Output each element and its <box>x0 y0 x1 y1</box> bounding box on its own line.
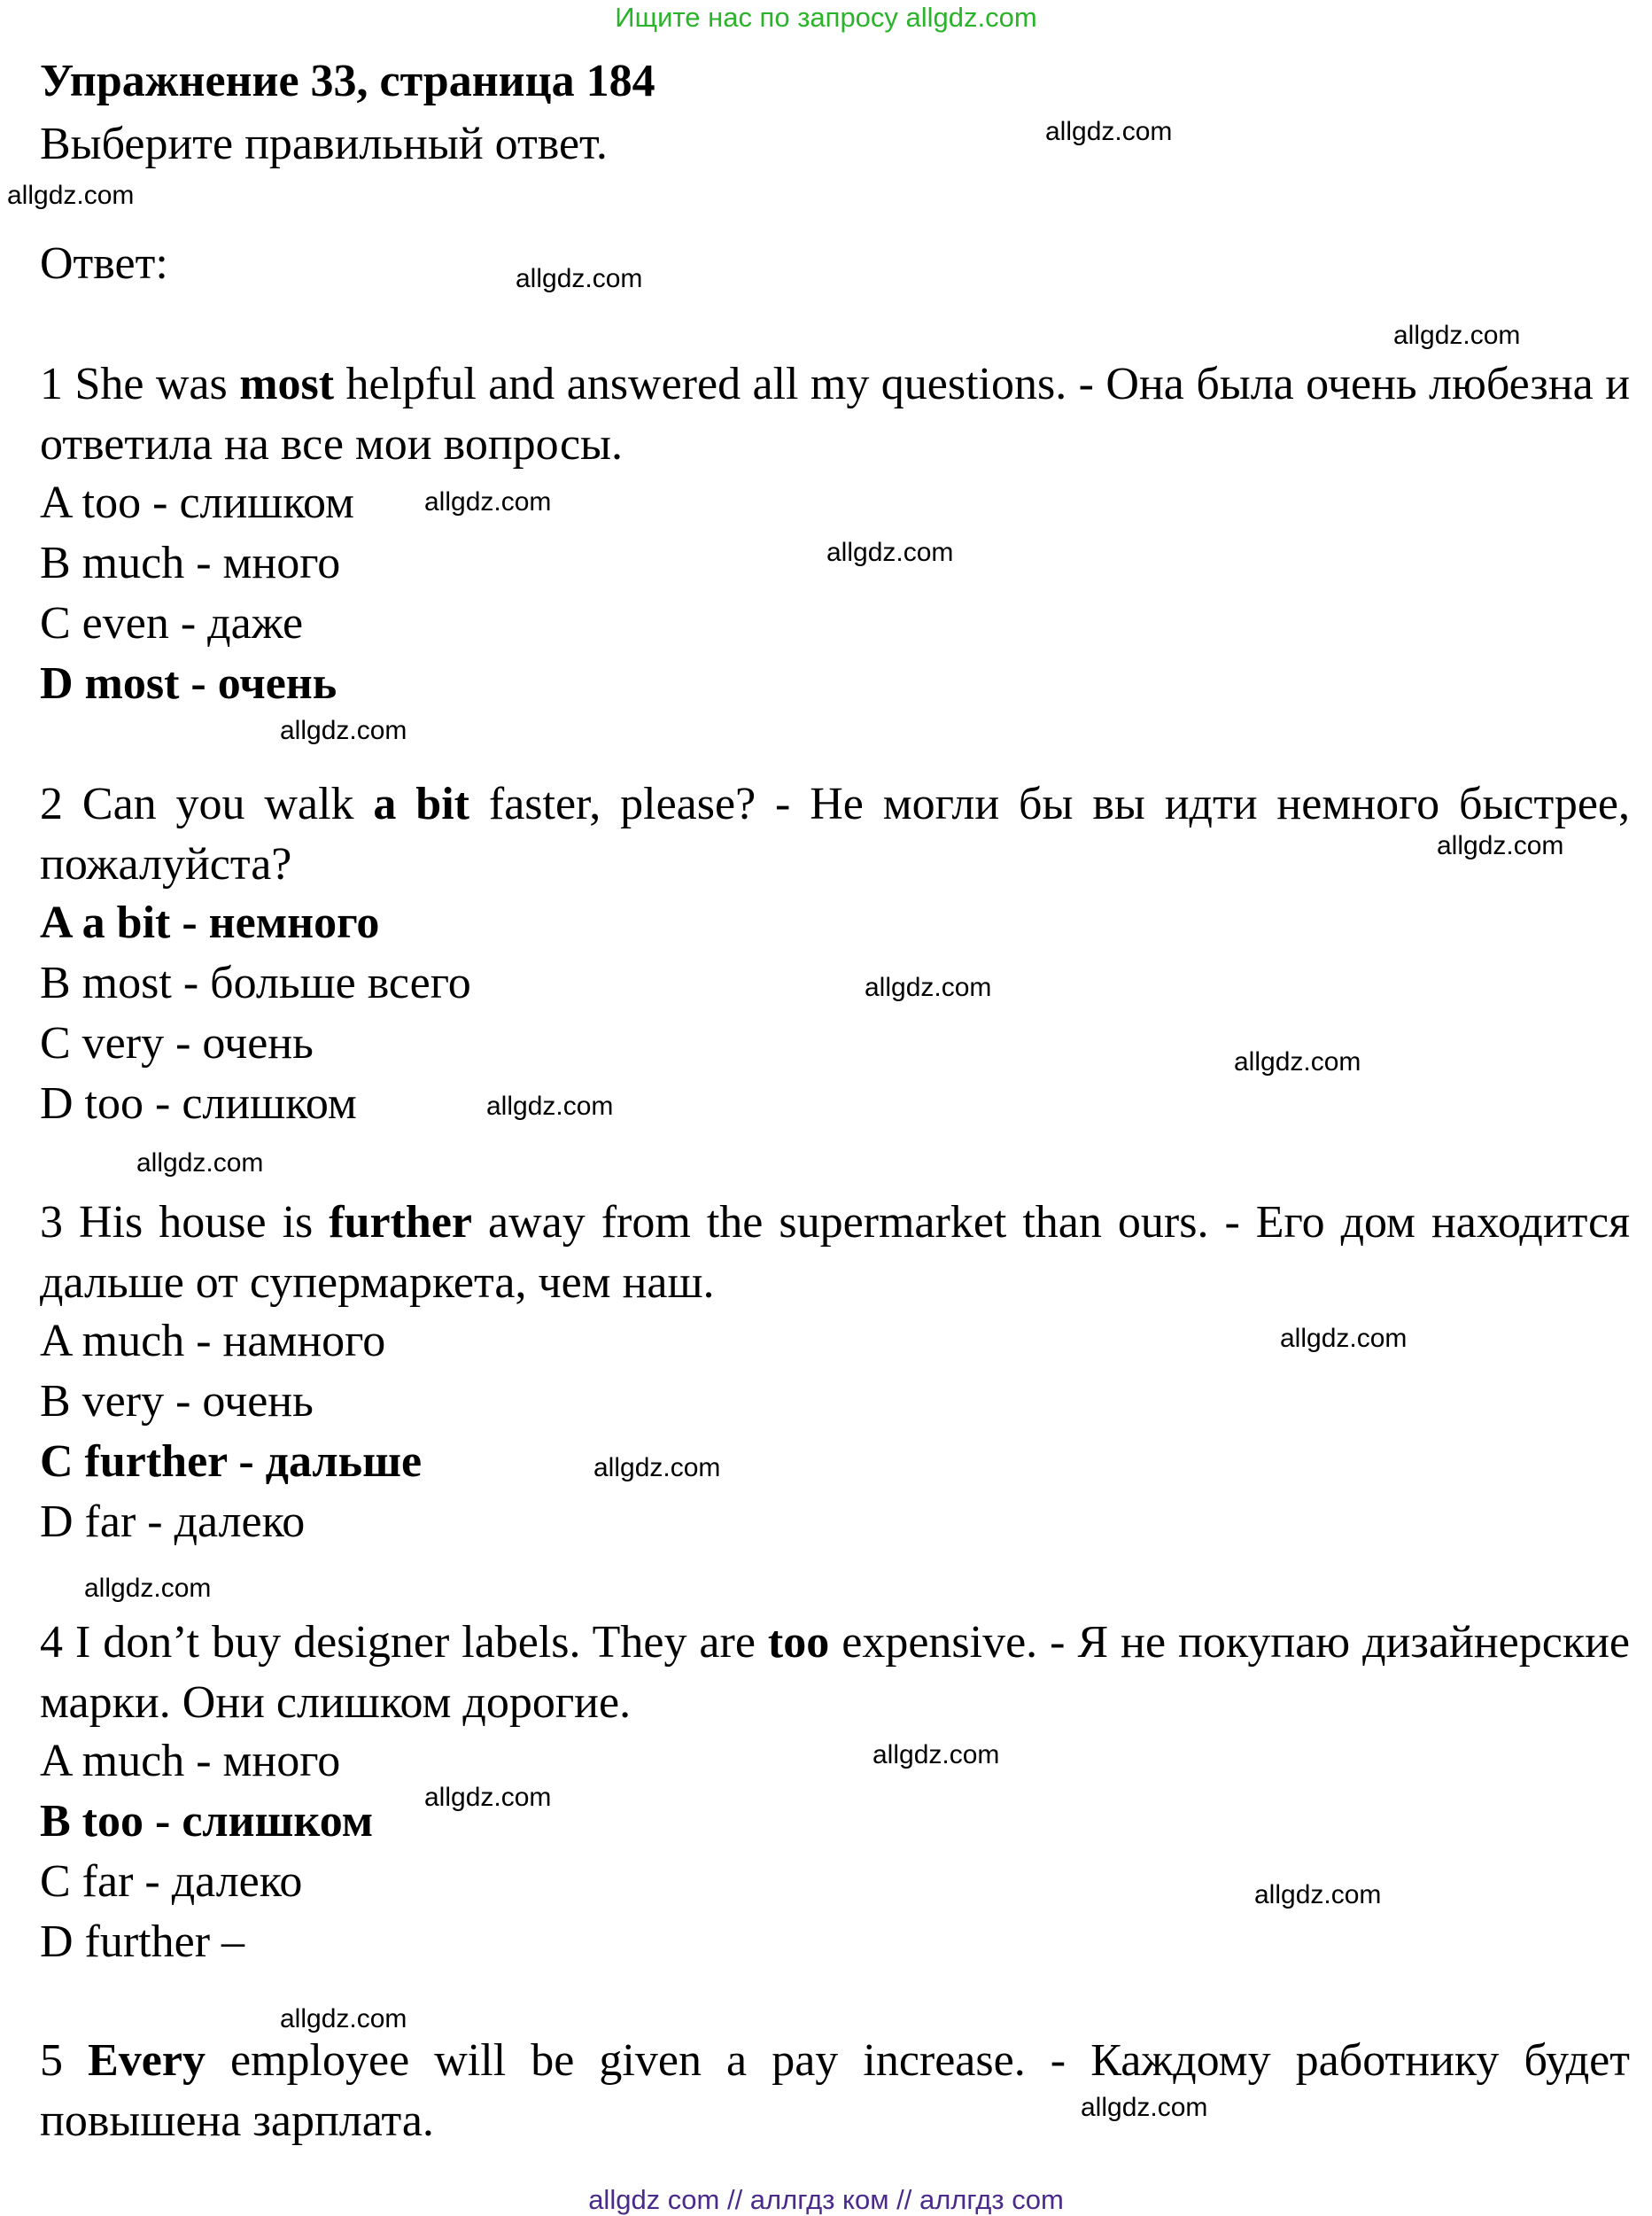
question-number: 2 <box>40 779 63 829</box>
option-2d: D too - слишком <box>40 1078 357 1129</box>
watermark: allgdz.com <box>1234 1047 1361 1077</box>
option-3d: D far - далеко <box>40 1497 306 1547</box>
question-number: 4 <box>40 1617 63 1668</box>
watermark: allgdz.com <box>1045 117 1173 146</box>
watermark: allgdz.com <box>516 264 643 293</box>
question-text-before: Can you walk <box>81 779 354 829</box>
question-number: 1 <box>40 359 63 409</box>
watermark: allgdz.com <box>1280 1324 1408 1353</box>
question-text-after: expensive. - Я не покупаю дизайнерские марки. Они слишком дорогие. <box>40 1617 1631 1728</box>
question-1 <box>40 354 1630 475</box>
answer-label: Ответ: <box>40 238 168 289</box>
question-2 <box>40 774 1630 895</box>
question-answer-word: further <box>329 1197 472 1248</box>
option-1b: B much - много <box>40 538 341 588</box>
option-2c: C very - очень <box>40 1018 314 1069</box>
question-number: 5 <box>40 2035 63 2086</box>
question-text-after: away from the supermarket than ours. - Его дом находится дальше от супермаркета, чем наш. <box>40 1197 1631 1308</box>
question-answer-word: a bit <box>373 779 469 829</box>
watermark: allgdz.com <box>424 1783 552 1812</box>
option-2b: B most - больше всего <box>40 958 471 1008</box>
top-search-banner[interactable]: Ищите нас по запросу allgdz.com <box>615 2 1037 33</box>
watermark: allgdz.com <box>1254 1880 1382 1909</box>
question-text-after: faster, please? - Не могли бы вы идти немного быстрее, пожалуйста? <box>40 779 1630 890</box>
watermark: allgdz.com <box>1393 321 1521 350</box>
exercise-title: Упражнение 33, страница 184 <box>40 56 655 106</box>
option-4a: A much - много <box>40 1736 341 1786</box>
watermark: allgdz.com <box>1081 2093 1208 2122</box>
question-answer-word: most <box>239 359 335 409</box>
watermark: allgdz.com <box>865 973 992 1002</box>
watermark: allgdz.com <box>486 1092 614 1121</box>
option-4c: C far - далеко <box>40 1856 303 1907</box>
watermark: allgdz.com <box>593 1453 721 1482</box>
watermark: allgdz.com <box>873 1740 1000 1769</box>
option-1c: C even - даже <box>40 598 304 649</box>
question-3 <box>40 1193 1630 1313</box>
footer-links[interactable]: allgdz com // аллгдз ком // аллгдз com <box>588 2184 1064 2215</box>
watermark: allgdz.com <box>1437 831 1564 860</box>
question-text-before: His house is <box>79 1197 314 1248</box>
question-number: 3 <box>40 1197 63 1248</box>
question-5 <box>40 2031 1630 2151</box>
watermark: allgdz.com <box>280 2004 407 2033</box>
watermark: allgdz.com <box>826 538 954 567</box>
watermark: allgdz.com <box>7 181 135 210</box>
option-3a: A much - намного <box>40 1316 386 1366</box>
question-answer-word: too <box>767 1617 830 1668</box>
question-text-before: I don’t buy designer labels. They are <box>75 1617 756 1668</box>
option-4b-correct: B too - слишком <box>40 1796 374 1847</box>
option-3c-correct: C further - дальше <box>40 1436 423 1487</box>
question-answer-word: Every <box>88 2035 206 2086</box>
option-2a-correct: A a bit - немного <box>40 898 380 948</box>
watermark: allgdz.com <box>280 716 407 745</box>
option-1d-correct: D most - очень <box>40 658 337 709</box>
question-text-before: She was <box>74 359 228 409</box>
option-4d: D further – <box>40 1917 245 1967</box>
option-1a: A too - слишком <box>40 478 354 528</box>
exercise-instruction: Выберите правильный ответ. <box>40 119 608 169</box>
question-text-after: employee will be given a pay increase. - Каждому работнику будет повышена зарплата. <box>40 2035 1630 2146</box>
question-4 <box>40 1613 1630 1733</box>
option-3b: B very - очень <box>40 1376 314 1427</box>
watermark: allgdz.com <box>136 1148 264 1178</box>
watermark: allgdz.com <box>424 487 552 517</box>
question-text-after: helpful and answered all my questions. - Она была очень любезна и ответила на все мои вопросы. <box>40 359 1631 470</box>
watermark: allgdz.com <box>84 1574 212 1603</box>
